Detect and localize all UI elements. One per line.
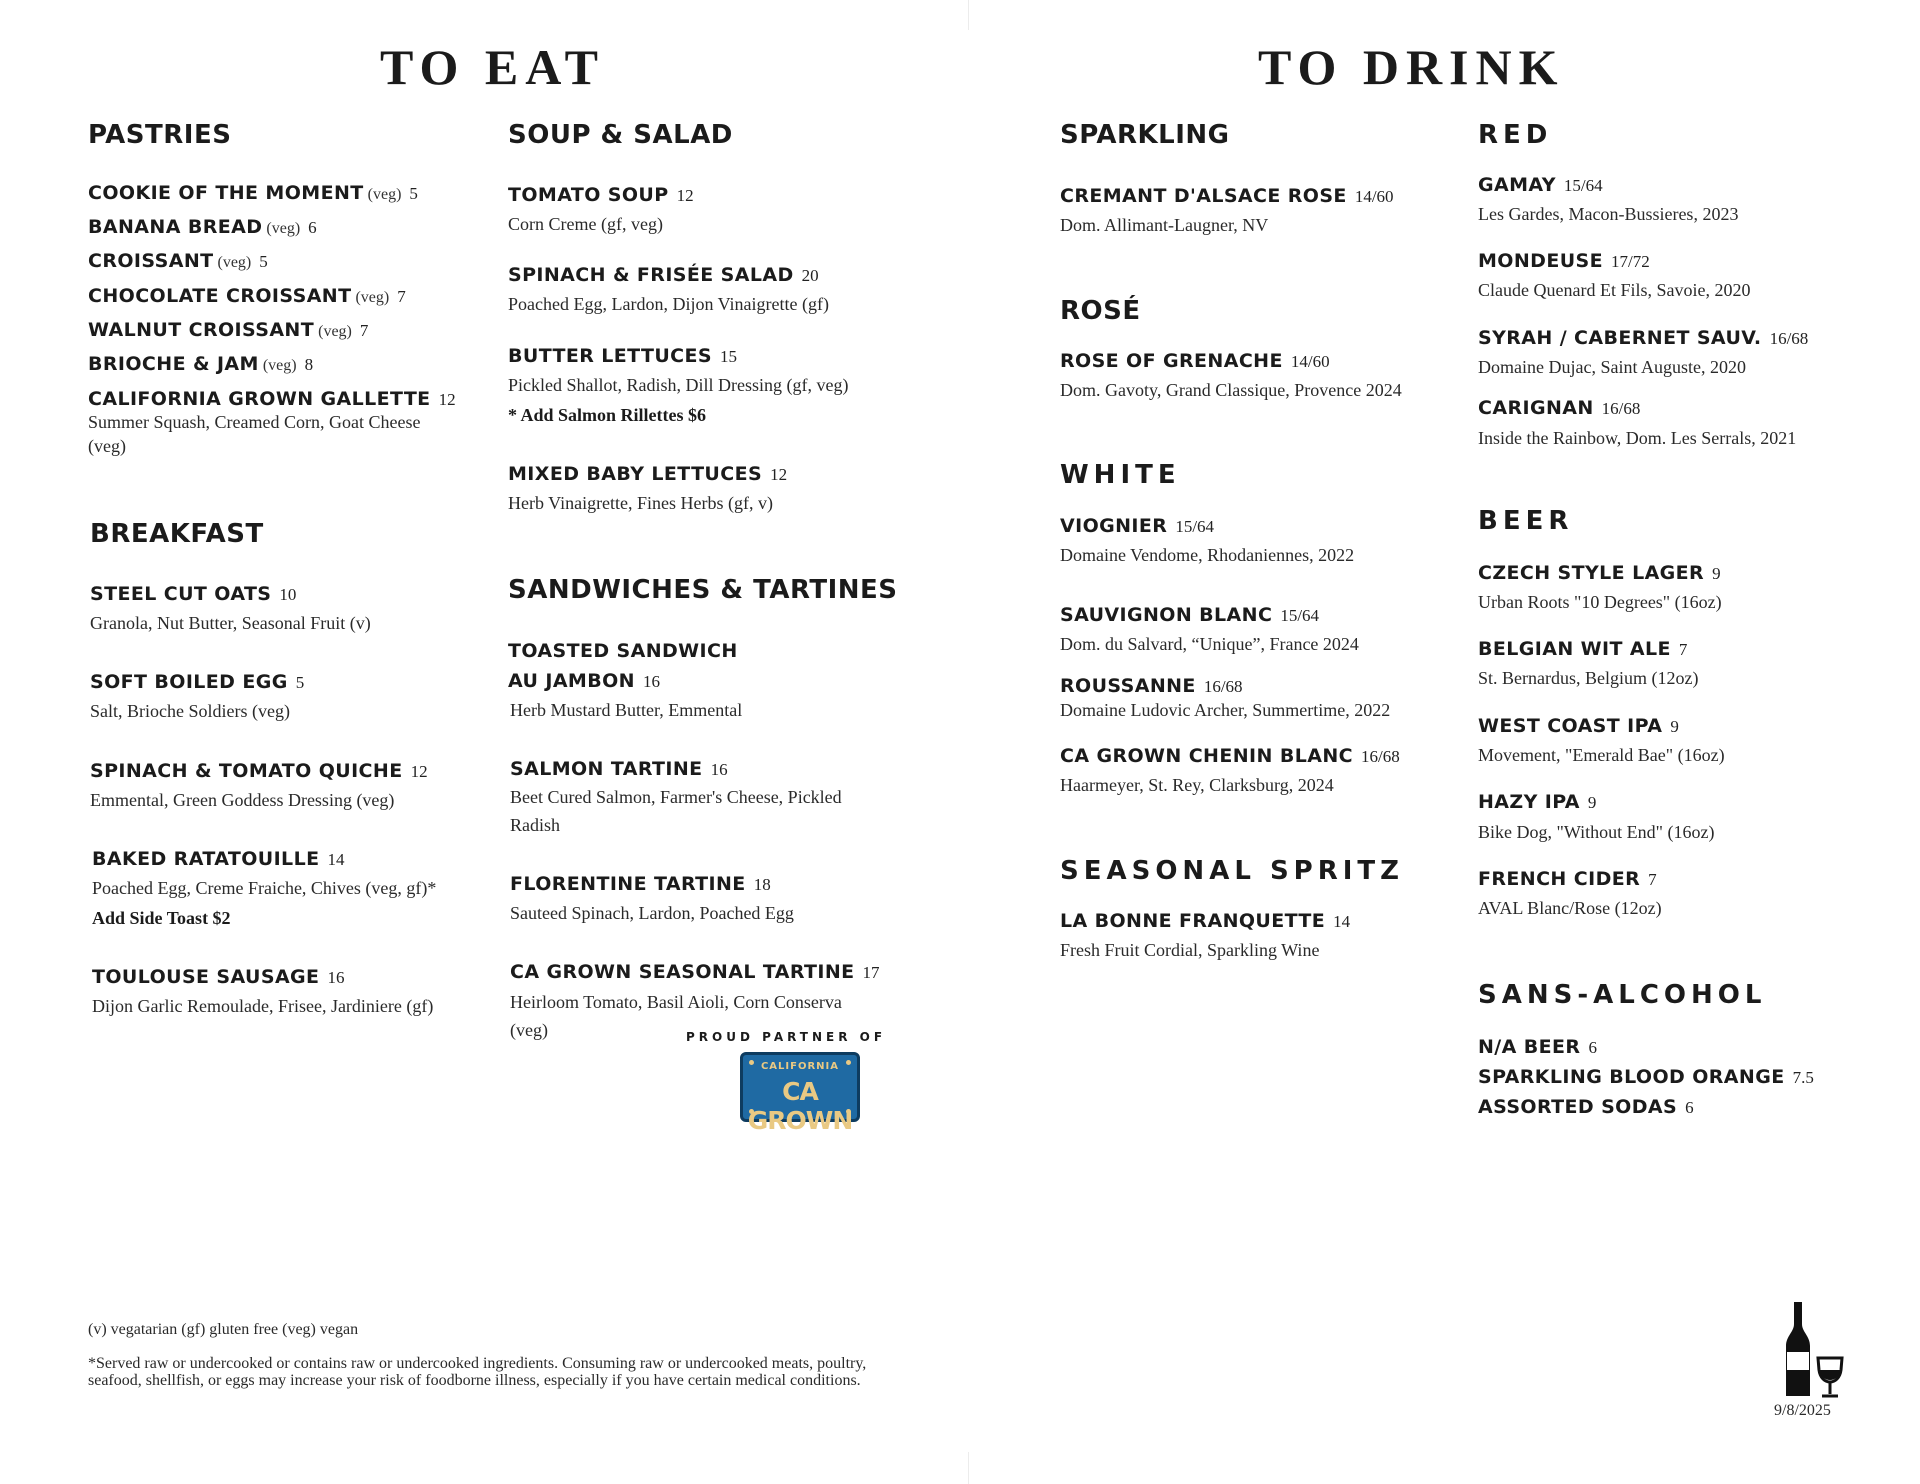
menu-item-description: Movement, "Emerald Bae" (16oz) [1478,745,1725,765]
menu-item: BANANA BREAD (veg) 6 [88,216,317,238]
menu-item: MONDEUSE 17/72 [1478,250,1650,272]
menu-item: SPARKLING BLOOD ORANGE 7.5 [1478,1066,1814,1088]
menu-item: BUTTER LETTUCES 15 [508,345,737,367]
menu-item: GAMAY 15/64 [1478,174,1603,196]
menu-item: TOMATO SOUP 12 [508,184,694,206]
menu-item: CROISSANT (veg) 5 [88,250,268,272]
dietary-legend: (v) vegatarian (gf) gluten free (veg) vegan [88,1321,359,1338]
menu-item-addon: * Add Salmon Rillettes $6 [508,405,707,425]
menu-item-description: Summer Squash, Creamed Corn, Goat Cheese (veg) [88,412,421,456]
section-red-title: RED [1478,120,1553,150]
menu-item: CALIFORNIA GROWN GALLETTE 12 [88,388,456,410]
menu-item-description: Bike Dog, "Without End" (16oz) [1478,822,1715,842]
menu-item: CA GROWN SEASONAL TARTINE 17 [510,961,880,983]
menu-date: 9/8/2025 [1774,1402,1831,1419]
menu-item-description: Herb Vinaigrette, Fines Herbs (gf, v) [508,493,774,513]
menu-item-description: Les Gardes, Macon-Bussieres, 2023 [1478,204,1739,224]
menu-item-addon: Add Side Toast $2 [92,908,231,928]
menu-item: HAZY IPA 9 [1478,791,1597,813]
menu-item-description: Domaine Dujac, Saint Auguste, 2020 [1478,357,1746,377]
plate-state-text: CALIFORNIA [760,1061,840,1072]
menu-item: N/A BEER 6 [1478,1036,1597,1058]
menu-item-description: Heirloom Tomato, Basil Aioli, Corn Conserva (veg) [510,992,842,1040]
food-safety-disclaimer: *Served raw or undercooked or contains raw or undercooked ingredients. Consuming raw or undercooked meats, poultry, seafood, shellfish, or eggs may increase your risk of foodborne illness, especially if you have certain medical conditions. [88,1355,867,1389]
menu-item-description: Domaine Ludovic Archer, Summertime, 2022 [1060,700,1391,720]
menu-item: WEST COAST IPA 9 [1478,715,1679,737]
menu-item: BRIOCHE & JAM (veg) 8 [88,353,314,375]
menu-item: STEEL CUT OATS 10 [90,583,297,605]
menu-item-description: Corn Creme (gf, veg) [508,214,663,234]
menu-item-description: St. Bernardus, Belgium (12oz) [1478,668,1699,688]
menu-item: ASSORTED SODAS 6 [1478,1096,1694,1118]
menu-item-description: Dom. du Salvard, “Unique”, France 2024 [1060,634,1359,654]
menu-item-description: Dijon Garlic Remoulade, Frisee, Jardiniere (gf) [92,996,434,1016]
menu-item: FLORENTINE TARTINE 18 [510,873,771,895]
menu-item: AU JAMBON 16 [508,670,660,692]
menu-item-description: Salt, Brioche Soldiers (veg) [90,701,290,721]
page-divider-bottom [968,1452,969,1484]
menu-item-description: Urban Roots "10 Degrees" (16oz) [1478,592,1722,612]
ca-grown-logo [740,1052,860,1135]
plate-main-text: CA GROWN [747,1077,853,1135]
to-drink-heading: TO DRINK [1258,39,1565,95]
menu-item-description: Emmental, Green Goddess Dressing (veg) [90,790,395,810]
menu-item: VIOGNIER 15/64 [1060,515,1215,537]
section-rose-title: ROSÉ [1060,296,1141,326]
menu-item-description: Domaine Vendome, Rhodaniennes, 2022 [1060,545,1355,565]
section-pastries-title: PASTRIES [88,120,232,150]
menu-item-description: Beet Cured Salmon, Farmer's Cheese, Pickled Radish [510,787,842,835]
section-sans-alcohol-title: SANS-ALCOHOL [1478,980,1767,1010]
menu-item: SYRAH / CABERNET SAUV. 16/68 [1478,327,1809,349]
menu-item-description: Poached Egg, Lardon, Dijon Vinaigrette (gf) [508,294,829,314]
menu-item-name-line: TOASTED SANDWICH [508,640,738,662]
proud-partner-label: PROUD PARTNER OF [686,1030,887,1044]
menu-item-description: Pickled Shallot, Radish, Dill Dressing (gf, veg) [508,375,849,395]
menu-item-description: Dom. Gavoty, Grand Classique, Provence 2024 [1060,380,1402,400]
menu-item-description: Dom. Allimant-Laugner, NV [1060,215,1269,235]
menu-item-description: Herb Mustard Butter, Emmental [510,700,743,720]
menu-item-description: Fresh Fruit Cordial, Sparkling Wine [1060,940,1320,960]
menu-item: CARIGNAN 16/68 [1478,397,1641,419]
menu-item: TOULOUSE SAUSAGE 16 [92,966,345,988]
section-sandwiches-title: SANDWICHES & TARTINES [508,575,898,605]
section-sparkling-title: SPARKLING [1060,120,1230,150]
menu-item-description: Claude Quenard Et Fils, Savoie, 2020 [1478,280,1751,300]
menu-item: ROUSSANNE 16/68 [1060,675,1243,697]
section-breakfast-title: BREAKFAST [90,519,264,549]
wine-bottle-glass-icon [1780,1300,1860,1400]
menu-item: LA BONNE FRANQUETTE 14 [1060,910,1351,932]
menu-item: SPINACH & FRISÉE SALAD 20 [508,264,819,286]
menu-item: MIXED BABY LETTUCES 12 [508,463,788,485]
menu-item-description: Haarmeyer, St. Rey, Clarksburg, 2024 [1060,775,1334,795]
menu-item-description: Granola, Nut Butter, Seasonal Fruit (v) [90,613,371,633]
section-seasonal-spritz-title: SEASONAL SPRITZ [1060,856,1405,886]
section-white-title: WHITE [1060,460,1181,490]
menu-item: ROSE OF GRENACHE 14/60 [1060,350,1330,372]
section-beer-title: BEER [1478,506,1574,536]
menu-item: FRENCH CIDER 7 [1478,868,1657,890]
menu-item: SOFT BOILED EGG 5 [90,671,305,693]
menu-item-description: AVAL Blanc/Rose (12oz) [1478,898,1662,918]
menu-item: BAKED RATATOUILLE 14 [92,848,345,870]
menu-item: SALMON TARTINE 16 [510,758,728,780]
to-eat-heading: TO EAT [380,39,605,95]
menu-item: WALNUT CROISSANT (veg) 7 [88,319,369,341]
menu-item-description: Inside the Rainbow, Dom. Les Serrals, 2021 [1478,428,1797,448]
menu-item: CZECH STYLE LAGER 9 [1478,562,1721,584]
menu-item-description: Poached Egg, Creme Fraiche, Chives (veg, gf)* [92,878,437,898]
section-soup-salad-title: SOUP & SALAD [508,120,733,150]
menu-item: COOKIE OF THE MOMENT (veg) 5 [88,182,418,204]
menu-item: CREMANT D'ALSACE ROSE 14/60 [1060,185,1394,207]
menu-item: BELGIAN WIT ALE 7 [1478,638,1688,660]
menu-item: SPINACH & TOMATO QUICHE 12 [90,760,428,782]
menu-item: SAUVIGNON BLANC 15/64 [1060,604,1320,626]
menu-item-description: Sauteed Spinach, Lardon, Poached Egg [510,903,794,923]
menu-item: CHOCOLATE CROISSANT (veg) 7 [88,285,406,307]
page-divider-top [968,0,969,30]
menu-item: CA GROWN CHENIN BLANC 16/68 [1060,745,1400,767]
